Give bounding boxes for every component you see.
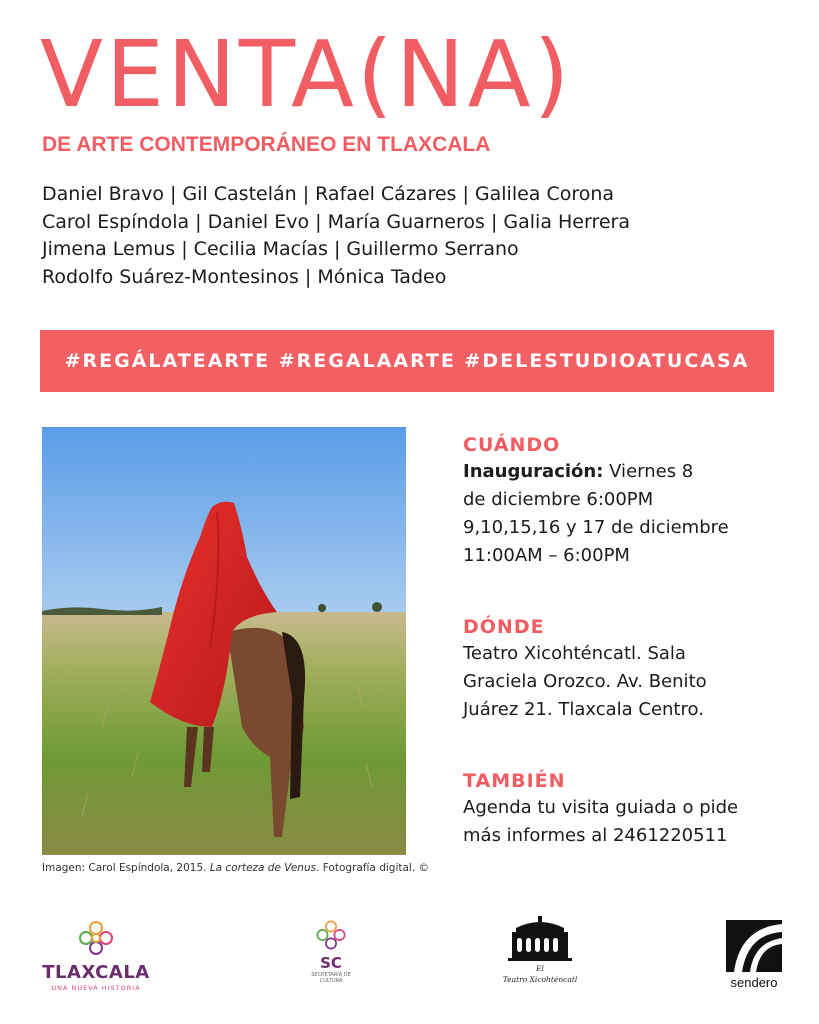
tambien-heading: TAMBIÉN: [463, 770, 566, 792]
donde-line1: Teatro Xicohténcatl. Sala: [463, 643, 686, 664]
cuando-line1: Viernes 8: [603, 461, 694, 482]
caption-title: La corteza de Venus: [209, 862, 317, 874]
artwork-photo: [42, 427, 406, 855]
artists-list: [42, 181, 630, 291]
page-title: VENTA(NA): [40, 21, 573, 128]
tambien-line1: Agenda tu visita guiada o pide: [463, 797, 739, 818]
flower-emblem-icon: [314, 918, 348, 952]
sc-tagline-1: SECRETARÍA DE: [311, 972, 351, 978]
theater-building-icon: [508, 916, 572, 962]
horse-red-cloth-image: [42, 427, 406, 855]
sendero-name: sendero: [730, 975, 778, 990]
cuando-line: [463, 458, 793, 486]
donde-body: [463, 640, 793, 724]
donde-line2: Graciela Orozco. Av. Benito: [463, 671, 707, 692]
inauguracion-label: Inauguración:: [463, 461, 604, 482]
donde-section: [463, 614, 793, 724]
artists-line: Rodolfo Suárez-Montesinos | Mónica Tadeo: [42, 265, 447, 288]
flower-emblem-icon: [76, 918, 116, 958]
tlaxcala-logo: [40, 918, 152, 992]
hashtag-text: #REGÁLATEARTE #REGALAARTE #DELESTUDIOATUCASA: [64, 350, 750, 372]
tlaxcala-tagline: UNA NUEVA HISTORIA: [51, 984, 141, 992]
caption-prefix: Imagen: Carol Espíndola, 2015.: [42, 862, 210, 874]
cuando-line4: 11:00AM – 6:00PM: [463, 545, 630, 566]
donde-heading: DÓNDE: [463, 616, 545, 638]
teatro-xicohtencatl-logo: [500, 916, 580, 984]
artists-line: Daniel Bravo | Gil Castelán | Rafael Cázares | Galilea Corona: [42, 183, 615, 205]
cuando-line2: de diciembre 6:00PM: [463, 489, 654, 510]
artists-line: Jimena Lemus | Cecilia Macías | Guillermo Serrano: [42, 238, 519, 260]
caption-suffix: . Fotografía digital. ©: [316, 862, 430, 874]
image-caption: [42, 862, 429, 874]
sendero-mark-icon: [726, 920, 782, 972]
tambien-section: [463, 768, 793, 850]
sc-name: SC: [320, 954, 342, 972]
tambien-body: [463, 794, 793, 850]
teatro-name: Teatro Xicohténcatl: [502, 975, 578, 984]
cuando-heading: CUÁNDO: [463, 434, 561, 456]
sendero-logo: [720, 920, 788, 990]
donde-line3: Juárez 21. Tlaxcala Centro.: [463, 699, 704, 720]
cuando-body: [463, 458, 793, 570]
secretaria-cultura-logo: [300, 918, 362, 984]
cuando-line3: 9,10,15,16 y 17 de diciembre: [463, 517, 729, 538]
cuando-section: [463, 432, 793, 570]
sponsor-logos: [0, 910, 819, 1010]
hashtag-banner: [40, 330, 774, 392]
artists-line: Carol Espíndola | Daniel Evo | María Guarneros | Galia Herrera: [42, 210, 630, 233]
sc-tagline-2: CULTURA: [319, 978, 343, 984]
page-subtitle: DE ARTE CONTEMPORÁNEO EN TLAXCALA: [42, 133, 491, 156]
tambien-line2: más informes al 2461220511: [463, 825, 728, 846]
tlaxcala-name: TLAXCALA: [42, 962, 150, 983]
teatro-el: El: [536, 964, 544, 973]
